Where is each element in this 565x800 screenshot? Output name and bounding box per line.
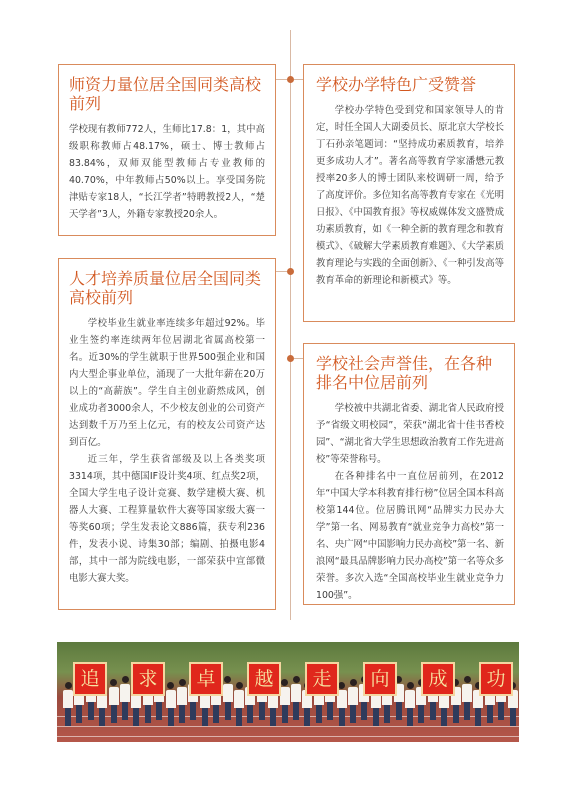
section-paragraph: 近三年，学生获省部级及以上各类奖项3314项，其中德国IF设计奖4项、红点奖2项，全国大学生电子设计竞赛、数学建模大赛、机器人大赛、工程算量软件大赛等国家级大赛一等奖60项；学生发表论文886篇，获专利236件，发表小说、诗集30部；编剧、拍摄电影4部，其中一部为院线电影，一部荣获中宣部微电影大赛大奖。 bbox=[69, 454, 265, 584]
slogan-sign: 成 bbox=[421, 662, 455, 696]
timeline-dot bbox=[287, 268, 294, 275]
section-title: 师资力量位居全国同类高校前列 bbox=[69, 75, 262, 113]
praise-section bbox=[303, 64, 515, 322]
slogan-sign: 功 bbox=[479, 662, 513, 696]
slogan-sign: 走 bbox=[305, 662, 339, 696]
timeline-connector bbox=[294, 358, 303, 359]
section-paragraph: 在各种排名中一直位居前列，在2012年“中国大学本科教育排行榜”位居全国本科高校第144位。位居腾讯网“品牌实力民办大学”第一名、网易教育“就业竞争力高校”第一名、央广网“中国影响力民办高校”第一名、新浪网“最具品牌影响力民办高校”第一名等众多荣誉。多次入选“全国高校毕业生就业竞争力100强”。 bbox=[316, 471, 504, 601]
students-photo bbox=[57, 642, 519, 742]
faculty-section bbox=[58, 64, 276, 236]
timeline-connector bbox=[276, 271, 287, 272]
talent-section bbox=[58, 258, 276, 610]
slogan-sign: 向 bbox=[363, 662, 397, 696]
slogan-banner bbox=[57, 662, 519, 698]
timeline-dot bbox=[287, 76, 294, 83]
section-paragraph: 学校办学特色受到党和国家领导人的肯定，时任全国人大副委员长、原北京大学校长丁石孙亲笔题词：“坚持成功素质教育，培养更多成功人才”。著名高等教育学家潘懋元教授率20多人的博士团队来校调研一周，给予了高度评价。多位知名高等教育专家在《光明日报》、《中国教育报》等权威媒体发文盛赞成功素质教育，如《一种全新的教育理念和教育模式》、《破解大学素质教育难题》、《大学素质教育理论与实践的全面创新》、《一种引发高等教育革命的新理论和新模式》等。 bbox=[316, 105, 504, 286]
timeline-dot bbox=[287, 355, 294, 362]
section-title: 人才培养质量位居全国同类高校前列 bbox=[69, 269, 262, 307]
slogan-sign: 越 bbox=[247, 662, 281, 696]
section-paragraph: 学校现有教师772人，生师比17.8：1，其中高级职称教师占48.17%，硕士、博士教师占83.84%，双师双能型教师占专业教师的40.70%，中年教师占50%以上。享受国务院津贴专家18人，“长江学者”特聘教授2人，“楚天学者”3人，外籍专家教授20余人。 bbox=[69, 124, 265, 220]
slogan-sign: 追 bbox=[73, 662, 107, 696]
timeline-connector bbox=[276, 79, 287, 80]
slogan-sign: 卓 bbox=[189, 662, 223, 696]
timeline-line bbox=[290, 30, 291, 620]
section-paragraph: 学校毕业生就业率连续多年超过92%。毕业生签约率连续两年位居湖北省属高校第一名。近30%的学生就职于世界500强企业和国内大型企事业单位，涌现了一大批年薪在20万以上的“高薪族”。学生自主创业蔚然成风，创业成功者3000余人，不少校友创业的公司资产达到数千万乃至上亿元，有的校友公司资产达到百亿。 bbox=[69, 318, 265, 448]
section-title: 学校社会声誉佳，在各种排名中位居前列 bbox=[316, 354, 493, 392]
section-paragraph: 学校被中共湖北省委、湖北省人民政府授予“省级文明校园”，荣获“湖北省十佳书香校园”、“湖北省大学生思想政治教育工作先进高校”等荣誉称号。 bbox=[316, 403, 504, 465]
section-title: 学校办学特色广受赞誉 bbox=[316, 75, 477, 94]
slogan-sign: 求 bbox=[131, 662, 165, 696]
timeline-connector bbox=[294, 79, 303, 80]
reputation-section bbox=[303, 343, 515, 605]
